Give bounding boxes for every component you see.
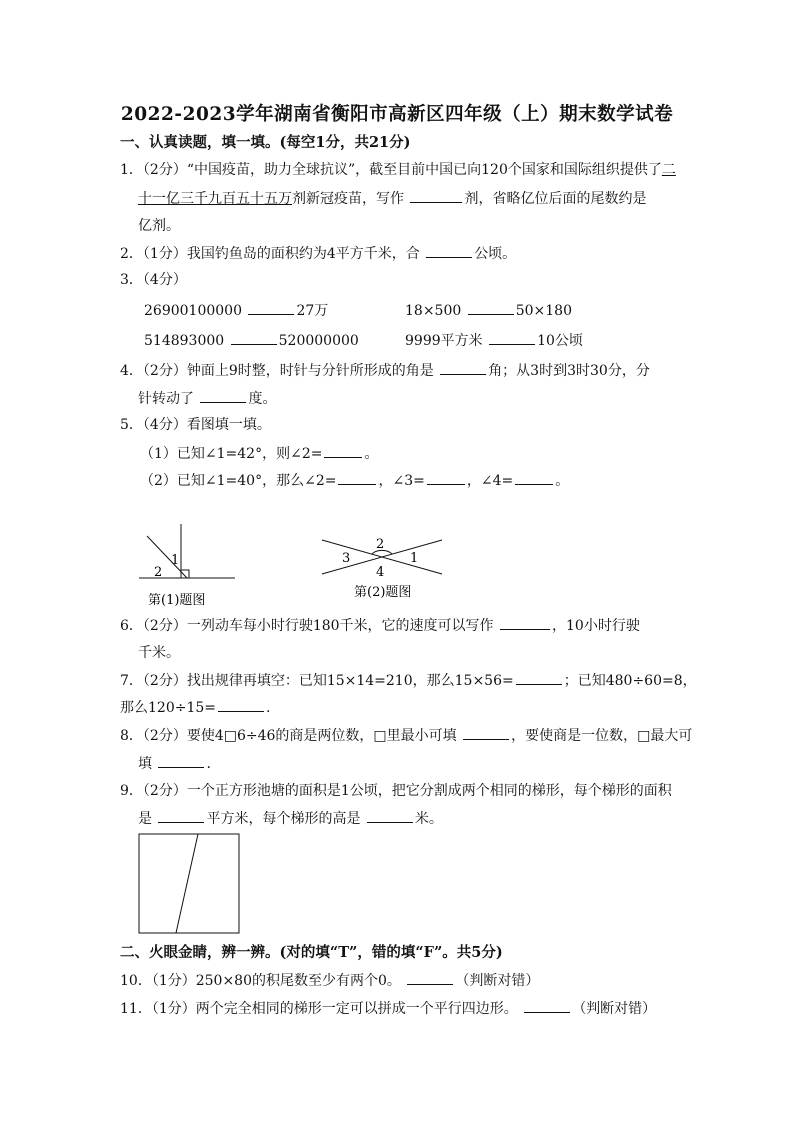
q8-text-2: ，要使商是一位数，□最大可 bbox=[511, 728, 693, 744]
q1-text-2: 剂新冠疫苗，写作 bbox=[292, 191, 404, 207]
q3-row2-col1 bbox=[144, 330, 359, 351]
fig2-label-3: 3 bbox=[342, 551, 351, 566]
q4-text-3: 针转动了 bbox=[138, 391, 194, 407]
q3-blank-1[interactable] bbox=[248, 300, 294, 315]
figure-1 bbox=[135, 520, 245, 612]
q5-p1-text: （1）已知∠1=42°，则∠2= bbox=[140, 446, 323, 462]
q4-text-2: 角；从3时到3时30分，分 bbox=[488, 363, 650, 379]
fig1-label-1: 1 bbox=[171, 553, 180, 568]
fig1-right-angle-mark bbox=[181, 570, 189, 578]
q8-text-4: . bbox=[206, 756, 211, 772]
q3-row1-col2 bbox=[405, 300, 572, 321]
q4-blank-1[interactable] bbox=[440, 360, 486, 375]
q10-blank[interactable] bbox=[407, 970, 453, 985]
q7-text-4: . bbox=[266, 700, 271, 716]
q5-p2-end: 。 bbox=[555, 473, 570, 489]
q3-r2c2-left: 9999平方米 bbox=[405, 333, 483, 349]
page-title: 2022-2023学年湖南省衡阳市高新区四年级（上）期末数学试卷 bbox=[120, 104, 674, 125]
q4-line1 bbox=[120, 360, 650, 381]
q7-text-3: 那么120÷15= bbox=[120, 700, 216, 716]
q2-line bbox=[120, 243, 516, 264]
q9-line2 bbox=[138, 808, 443, 829]
section1-header: 一、认真读题，填一填。(每空1分，共21分) bbox=[120, 134, 411, 151]
q1-text-4: 亿剂。 bbox=[138, 218, 180, 234]
q3-r2c1-right: 520000000 bbox=[278, 333, 359, 349]
q6-line1 bbox=[120, 615, 640, 636]
q3-r2c2-right: 10公顷 bbox=[537, 333, 583, 349]
q9-blank-2[interactable] bbox=[367, 808, 413, 823]
q9-square bbox=[139, 834, 239, 933]
q5-p2-text: （2）已知∠1=40°，那么∠2= bbox=[140, 473, 337, 489]
q5-part1 bbox=[140, 443, 378, 464]
q9-text-2: 是 bbox=[138, 811, 152, 827]
q5-head: 5．（4分）看图填一填。 bbox=[120, 417, 271, 433]
q3-r1c2-right: 50×180 bbox=[515, 303, 573, 319]
q4-blank-2[interactable] bbox=[200, 388, 246, 403]
q1-line3 bbox=[138, 216, 180, 236]
q6-text: 6．（2分）一列动车每小时行驶180千米，它的速度可以写作 bbox=[120, 618, 494, 634]
q7-blank-2[interactable] bbox=[218, 697, 264, 712]
q3-head: 3．（4分） bbox=[120, 272, 187, 288]
q5-blank-1[interactable] bbox=[324, 443, 362, 458]
q1-text-3: 剂，省略亿位后面的尾数约是 bbox=[464, 191, 647, 207]
q8-text-3: 填 bbox=[138, 756, 152, 772]
q3-r1c1-right: 27万 bbox=[296, 303, 329, 319]
q10-line bbox=[120, 970, 539, 991]
q3-row1-col1 bbox=[144, 300, 328, 321]
q2-text-2: 公顷。 bbox=[474, 246, 517, 262]
fig1-label-2: 2 bbox=[154, 565, 163, 580]
q9-text-3: 平方米，每个梯形的高是 bbox=[206, 811, 361, 827]
q3-r1c1-left: 26900100000 bbox=[144, 303, 242, 319]
q3-r1c2-left: 18×500 bbox=[405, 303, 462, 319]
q7-text: 7．（2分）找出规律再填空：已知15×14=210，那么15×56= bbox=[120, 673, 514, 689]
q3-blank-4[interactable] bbox=[489, 330, 535, 345]
q11-blank[interactable] bbox=[524, 998, 570, 1013]
q7-text-2: ；已知480÷60=8， bbox=[563, 673, 697, 689]
q3-r2c1-left: 514893000 bbox=[144, 333, 225, 349]
fig1-caption: 第(1)题图 bbox=[148, 593, 206, 608]
q10-text: 10．（1分）250×80的积尾数至少有两个0。 bbox=[120, 973, 401, 989]
section2-header: 二、火眼金睛，辨一辨。(对的填“T”，错的填“F”。共5分) bbox=[120, 944, 503, 961]
q6-text-2: ，10小时行驶 bbox=[552, 618, 640, 634]
q5-p2-text-2: ，∠3= bbox=[378, 473, 425, 489]
q6-blank-1[interactable] bbox=[500, 615, 550, 630]
fig2-label-1: 1 bbox=[410, 551, 419, 566]
q8-line2 bbox=[138, 753, 211, 774]
q6-line2: 千米。 bbox=[138, 645, 180, 661]
q1-line2 bbox=[138, 188, 646, 209]
q3-row2-col2 bbox=[405, 330, 583, 351]
q1-line1 bbox=[120, 160, 676, 180]
fig2-label-2: 2 bbox=[376, 537, 385, 552]
q3-blank-2[interactable] bbox=[468, 300, 514, 315]
q2-text: 2．（1分）我国钓鱼岛的面积约为4平方千米，合 bbox=[120, 246, 420, 262]
q10-hint: （判断对错） bbox=[455, 973, 540, 989]
q5-p1-end: 。 bbox=[364, 446, 379, 462]
fig2-label-4: 4 bbox=[376, 565, 385, 580]
q9-text-4: 米。 bbox=[414, 811, 443, 827]
q1-underlined-number: 二 bbox=[661, 162, 676, 178]
q11-hint: （判断对错） bbox=[572, 1001, 657, 1017]
q4-text-4: 度。 bbox=[248, 391, 277, 407]
q8-blank-1[interactable] bbox=[463, 725, 509, 740]
q5-blank-3[interactable] bbox=[427, 470, 465, 485]
q5-blank-4[interactable] bbox=[515, 470, 553, 485]
q8-text: 8．（2分）要使4□6÷46的商是两位数，□里最小可填 bbox=[120, 728, 457, 744]
q1-underlined-number-cont: 十一亿三千九百五十五万 bbox=[138, 191, 292, 207]
q11-line bbox=[120, 998, 656, 1019]
q7-line1 bbox=[120, 670, 697, 691]
q7-blank-1[interactable] bbox=[516, 670, 562, 685]
q11-text: 11．（1分）两个完全相同的梯形一定可以拼成一个平行四边形。 bbox=[120, 1001, 518, 1017]
q5-p2-text-3: ，∠4= bbox=[466, 473, 514, 489]
q8-line1 bbox=[120, 725, 692, 746]
q2-blank[interactable] bbox=[426, 243, 472, 258]
q8-blank-2[interactable] bbox=[158, 753, 204, 768]
q1-text: 1．（2分）“中国疫苗，助力全球抗议”，截至目前中国已向120个国家和国际组织提供了 bbox=[120, 162, 662, 178]
q3-blank-3[interactable] bbox=[231, 330, 277, 345]
q4-text: 4．（2分）钟面上9时整，时针与分针所形成的角是 bbox=[120, 363, 434, 379]
q9-line1: 9．（2分）一个正方形池塘的面积是1公顷，把它分割成两个相同的梯形，每个梯形的面积 bbox=[120, 783, 672, 799]
q9-square-figure bbox=[138, 833, 240, 935]
fig2-caption: 第(2)题图 bbox=[354, 585, 412, 600]
q9-divider-line bbox=[176, 834, 198, 933]
q5-blank-2[interactable] bbox=[338, 470, 376, 485]
figure-2 bbox=[318, 528, 448, 606]
q7-line2 bbox=[120, 697, 270, 718]
q4-line2 bbox=[138, 388, 276, 409]
q9-blank-1[interactable] bbox=[158, 808, 204, 823]
q1-blank-1[interactable] bbox=[410, 188, 462, 203]
q5-part2 bbox=[140, 470, 569, 491]
